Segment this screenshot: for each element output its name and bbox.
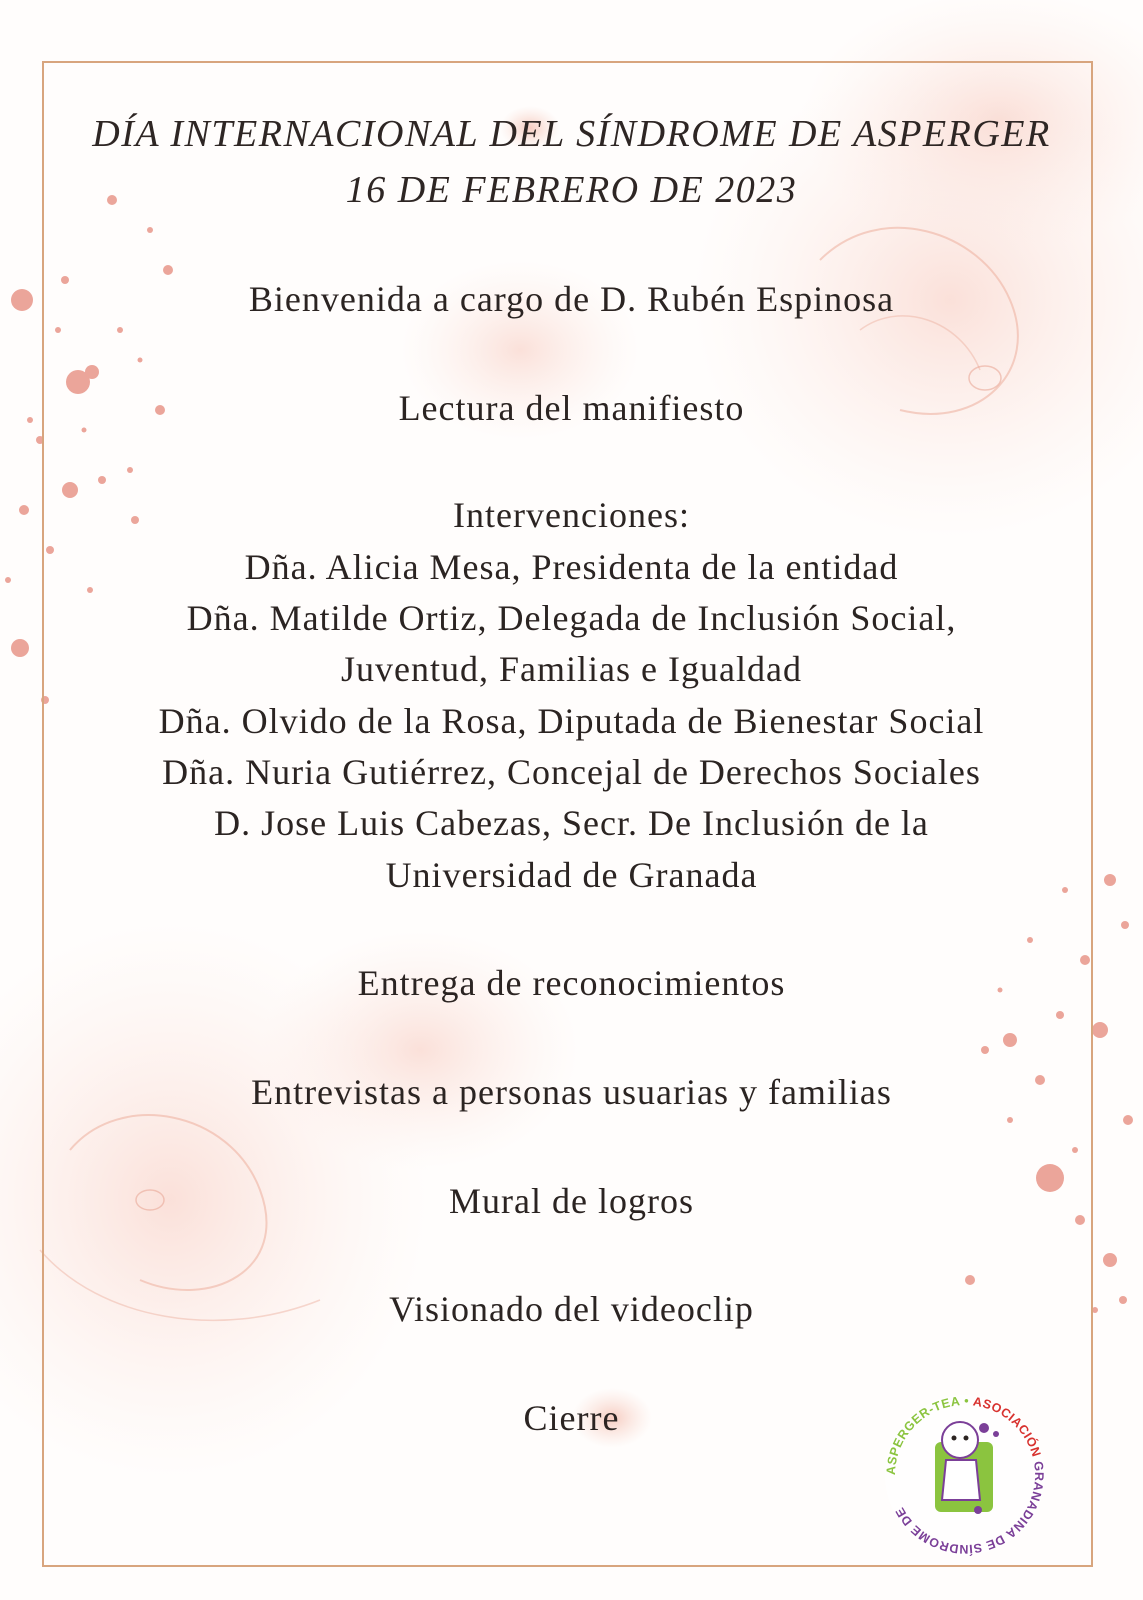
speaker-line: Dña. Nuria Gutiérrez, Concejal de Derechos Sociales: [162, 752, 981, 792]
event-title: DÍA INTERNACIONAL DEL SÍNDROME DE ASPERGER: [92, 113, 1051, 155]
speaker-line: Universidad de Granada: [385, 855, 758, 895]
program-item-welcome: Bienvenida a cargo de D. Rubén Espinosa: [248, 279, 895, 319]
program-item-video: Visionado del videoclip: [389, 1289, 754, 1329]
program-item-closing: Cierre: [523, 1398, 620, 1438]
program-item-awards: Entrega de reconocimientos: [357, 963, 786, 1003]
interventions-heading: Intervenciones:: [453, 495, 690, 535]
speaker-line: Dña. Matilde Ortiz, Delegada de Inclusión Social,: [186, 598, 957, 638]
speaker-line: Dña. Olvido de la Rosa, Diputada de Bienestar Social: [158, 701, 985, 741]
program-item-reading: Lectura del manifiesto: [398, 388, 745, 428]
speaker-line: Juventud, Familias e Igualdad: [341, 649, 802, 689]
speaker-line: D. Jose Luis Cabezas, Secr. De Inclusión de la: [214, 803, 929, 843]
program-item-interviews: Entrevistas a personas usuarias y familias: [251, 1072, 892, 1112]
speaker-line: Dña. Alicia Mesa, Presidenta de la entidad: [244, 547, 899, 587]
program-item-mural: Mural de logros: [449, 1181, 694, 1221]
association-logo: [880, 1390, 1050, 1560]
svg-text:ASPERGER-TEA • ASOCIACIÓN GRAN: ASPERGER-TEA • ASOCIACIÓN GRANADINA DE SÍNDROME DE: [883, 1393, 1047, 1557]
event-date: 16 DE FEBRERO DE 2023: [345, 169, 798, 211]
